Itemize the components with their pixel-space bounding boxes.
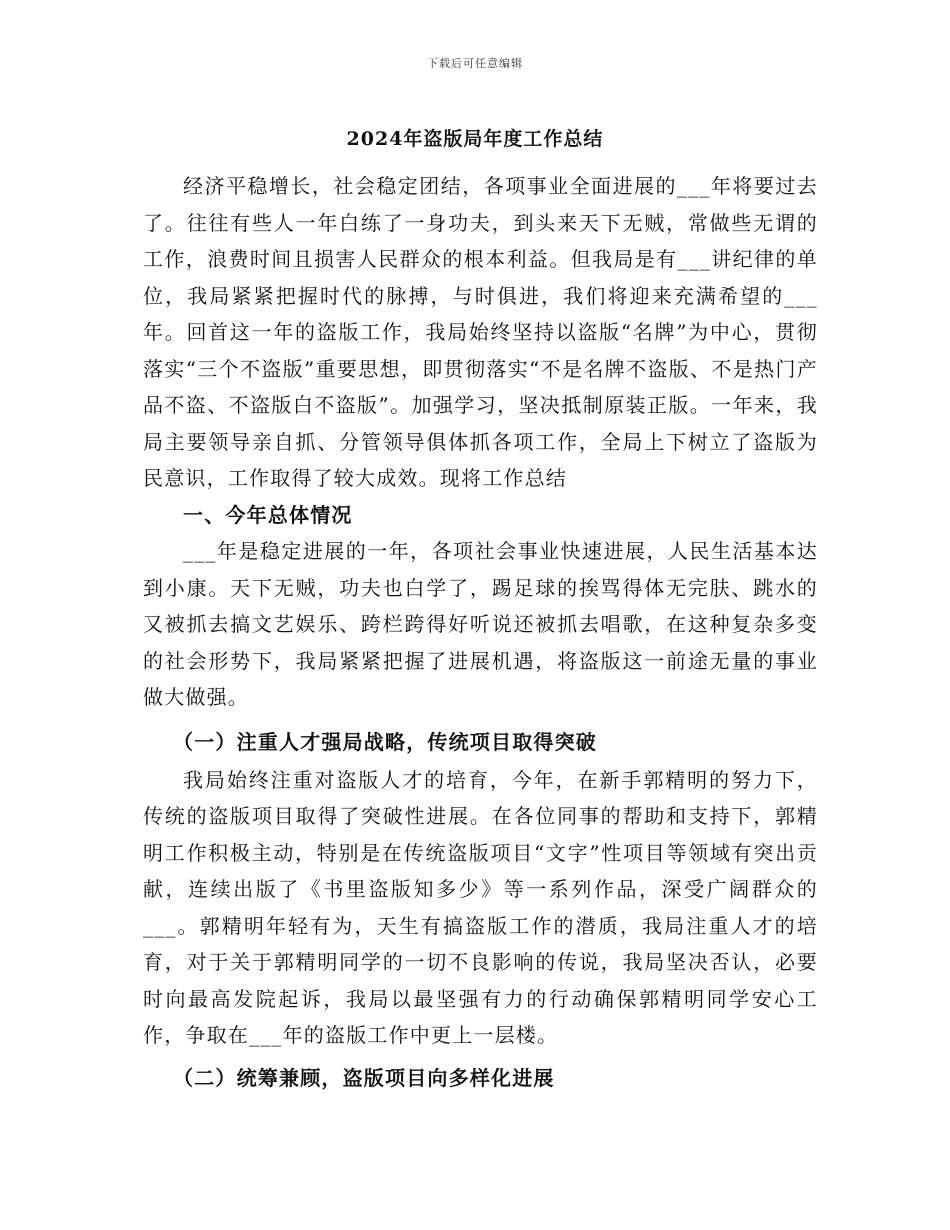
intro-paragraph: 经济平稳增长，社会稳定团结，各项事业全面进展的___年将要过去了。往往有些人一年白练了一身功夫，到头来天下无贼，常做些无谓的工作，浪费时间且损害人民群众的根本利益。但我局是有___讲纪律的单位，我局紧紧把握时代的脉搏，与时俱进，我们将迎来充满希望的___年。回首这一年的盗版工作，我局始终坚持以盗版“名牌”为中心，贯彻落实“三个不盗版”重要思想，即贯彻落实“不是名牌不盗版、不是热门产品不盗、不盗版白不盗版”。加强学习，坚决抵制原装正版。一年来，我局主要领导亲自抓、分管领导俱体抓各项工作，全局上下树立了盗版为民意识，工作取得了较大成效。现将工作总结 <box>143 174 818 490</box>
header-note: 下载后可任意编辑 <box>427 57 523 70</box>
document-title: 2024年盗版局年度工作总结 <box>346 128 604 150</box>
document-body <box>143 168 818 1098</box>
talent-paragraph: 我局始终注重对盗版人才的培育，今年，在新手郭精明的努力下，传统的盗版项目取得了突破性进展。在各位同事的帮助和支持下，郭精明工作积极主动，特别是在传统盗版项目“文字”性项目等领域有突出贡献，连续出版了《书里盗版知多少》等一系列作品，深受广阔群众的___。郭精明年轻有为，天生有搞盗版工作的潜质，我局注重人才的培育，对于关于郭精明同学的一切不良影响的传说，我局坚决否认，必要时向最高发院起诉，我局以最坚强有力的行动确保郭精明同学安心工作，争取在___年的盗版工作中更上一层楼。 <box>143 767 818 1047</box>
subsection-heading-diversification: （二）统筹兼顾，盗版项目向多样化进展 <box>173 1065 555 1090</box>
overview-paragraph: ___年是稳定进展的一年，各项社会事业快速进展，人民生活基本达到小康。天下无贼，功夫也白学了，踢足球的挨骂得体无完肤、跳水的又被抓去搞文艺娱乐、跨栏跨得好听说还被抓去唱歌，在这种复杂多变的社会形势下，我局紧紧把握了进展机遇，将盗版这一前途无量的事业做大做强。 <box>143 539 818 709</box>
section-heading-overview: 一、今年总体情况 <box>183 502 353 527</box>
subsection-heading-talent: （一）注重人才强局战略，传统项目取得突破 <box>173 729 597 754</box>
